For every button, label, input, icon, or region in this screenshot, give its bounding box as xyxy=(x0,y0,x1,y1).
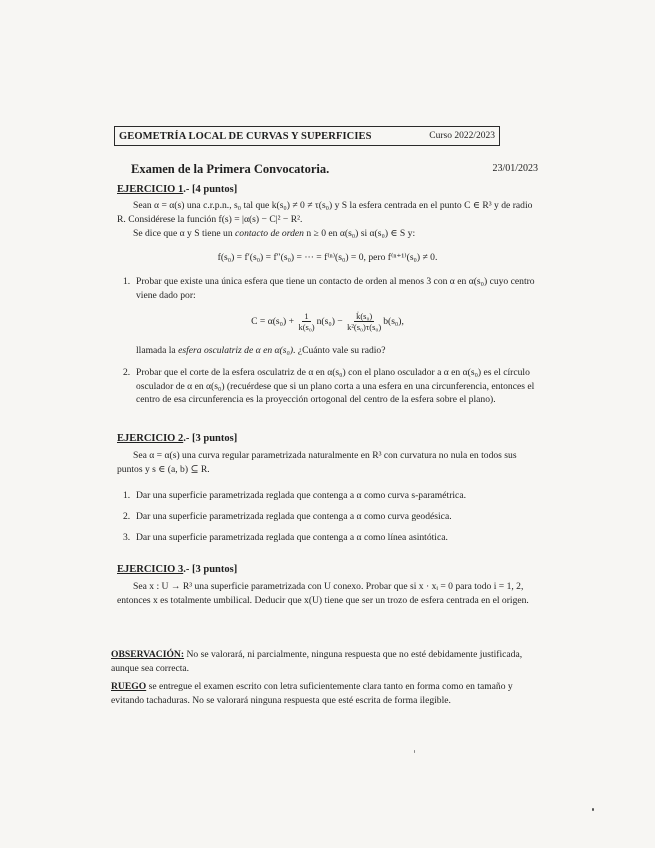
request-text: se entregue el examen escrito con letra suficientemente clara tanto en forma como en tamaño y evitando tachaduras. No se valorará ninguna respuesta que esté escrita de forma ilegible. xyxy=(111,681,513,706)
exercise-3-label: EJERCICIO 3 xyxy=(117,564,184,575)
exercise-1-definition xyxy=(117,227,538,241)
item-number: 1. xyxy=(123,276,131,287)
item-number: 2. xyxy=(123,511,131,522)
exercise-3-statement: Sea x : U → R³ una superficie parametrizada con U conexo. Probar que si x · xᵢ = 0 para todo i = 1, 2, entonces x es totalmente umbilical. Deducir que x(U) tiene que ser un trozo de esfera centrada en el origen. xyxy=(117,581,529,606)
exam-title: Examen de la Primera Convocatoria. xyxy=(131,162,330,176)
exercise-2-item-3 xyxy=(123,531,538,545)
fraction-1 xyxy=(298,311,314,332)
scan-speck xyxy=(414,750,415,753)
scan-speck xyxy=(592,808,594,811)
fraction-2-numerator: k̇(s₀) xyxy=(356,311,373,322)
item-number: 2. xyxy=(123,367,131,378)
definition-text-a: Se dice que α y S tiene un xyxy=(133,228,236,239)
item-text: Dar una superficie parametrizada reglada que contenga a α como curva geodésica. xyxy=(136,511,452,522)
exam-date: 23/01/2023 xyxy=(492,163,538,174)
osculating-sphere-center-formula xyxy=(117,308,538,336)
definition-term: contacto de orden xyxy=(235,228,304,239)
request-label: RUEGO xyxy=(111,681,147,692)
exercise-2-item-1 xyxy=(123,489,538,503)
item-text: Probar que el corte de la esfera osculatriz de α en α(s₀) con el plano osculador a α en α(s₀) es el círculo osculador de α en α(s₀) (recuérdese que si un plano corta a una esfera en una circunferencia, entonces el centro de esa circunferencia es la proyección ortogonal del centro de la esfera sobre el plano). xyxy=(136,367,535,405)
observation-label: OBSERVACIÓN: xyxy=(111,649,185,660)
exercise-1-points: .- [4 puntos] xyxy=(183,184,238,195)
observation-text: No se valorará, ni parcialmente, ninguna respuesta que no esté debidamente justificada, aunque sea correcta. xyxy=(111,649,523,674)
observation-note xyxy=(111,648,539,675)
exercise-1-item-1 xyxy=(123,275,538,302)
continuation-text-a: llamada la xyxy=(136,345,179,356)
osculating-sphere-term: esfera osculatriz de α en α(s₀) xyxy=(178,345,294,356)
formula-lhs: C = α(s₀) + xyxy=(251,316,295,327)
exercise-1-item-2 xyxy=(123,366,538,407)
fraction-1-numerator: 1 xyxy=(304,311,309,322)
course-title: GEOMETRÍA LOCAL DE CURVAS Y SUPERFICIES xyxy=(119,130,372,142)
fraction-1-denominator: k(s₀) xyxy=(298,322,315,333)
exercise-1-statement: Sean α = α(s) una c.r.p.n., s₀ tal que k(s₀) ≠ 0 ≠ τ(s₀) y S la esfera centrada en el punto C ∈ R³ y de radio R. Considérese la función f(s) = |α(s) − C|² − R². xyxy=(117,200,533,225)
exercise-2-heading xyxy=(117,432,237,446)
exercise-1-heading xyxy=(117,183,237,197)
contact-order-equation: f(s₀) = f′(s₀) = f″(s₀) = ··· = f⁽ⁿ⁾(s₀) = 0, pero f⁽ⁿ⁺¹⁾(s₀) ≠ 0. xyxy=(217,252,438,263)
course-header xyxy=(114,126,500,146)
item-text: Probar que existe una única esfera que tiene un contacto de orden al menos 3 con α en α(s₀) cuyo centro viene dado por: xyxy=(136,276,535,301)
exercise-2-item-2 xyxy=(123,510,538,524)
item-text: Dar una superficie parametrizada reglada que contenga a α como curva s-paramétrica. xyxy=(136,490,466,501)
item-number: 3. xyxy=(123,532,131,543)
fraction-2 xyxy=(347,311,381,332)
continuation-text-b: . ¿Cuánto vale su radio? xyxy=(293,345,386,356)
item-text: Dar una superficie parametrizada reglada que contenga a α como línea asintótica. xyxy=(136,532,448,543)
exercise-3-heading xyxy=(117,563,237,577)
item-number: 1. xyxy=(123,490,131,501)
exercise-2-label: EJERCICIO 2 xyxy=(117,433,184,444)
request-note xyxy=(111,680,539,707)
exercise-3-points: .- [3 puntos] xyxy=(183,564,238,575)
course-year: Curso 2022/2023 xyxy=(429,131,495,141)
exercise-1-item-1-continuation xyxy=(136,344,538,358)
formula-end: b(s₀), xyxy=(383,316,404,327)
formula-middle: n(s₀) − xyxy=(316,316,343,327)
exercise-2-points: .- [3 puntos] xyxy=(183,433,238,444)
definition-text-b: n ≥ 0 en α(s₀) si α(s₀) ∈ S y: xyxy=(303,228,416,239)
exercise-1-label: EJERCICIO 1 xyxy=(117,184,184,195)
exercise-2-statement: Sea α = α(s) una curva regular parametrizada naturalmente en R³ con curvatura no nula en todos sus puntos y s ∈ (a, b) ⊆ R. xyxy=(117,450,517,475)
fraction-2-denominator: k²(s₀)τ(s₀) xyxy=(347,322,382,333)
